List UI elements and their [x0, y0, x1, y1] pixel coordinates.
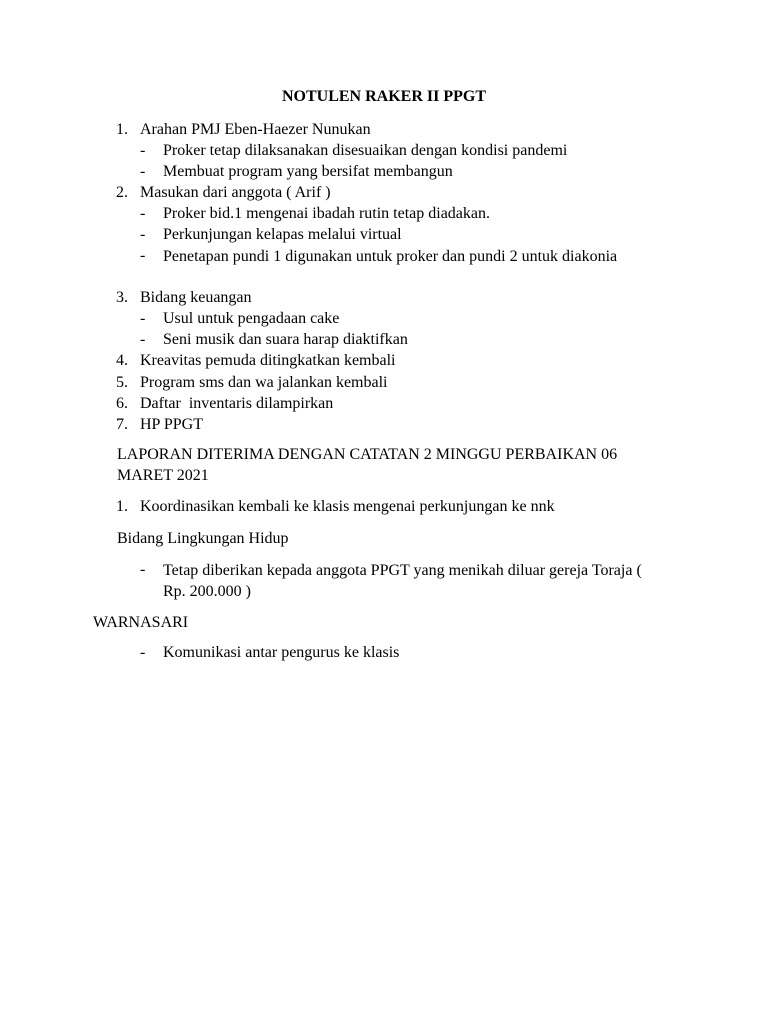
report-note: LAPORAN DITERIMA DENGAN CATATAN 2 MINGGU PERBAIKAN 06 MARET 2021: [117, 446, 618, 484]
followup-text: Koordinasikan kembali ke klasis mengenai perkunjungan ke nnk: [140, 498, 555, 515]
item-number: 5.: [116, 374, 128, 391]
subitem-text: Perkunjungan kelapas melalui virtual: [163, 226, 402, 243]
subitem-text: Membuat program yang bersifat membangun: [163, 163, 453, 180]
subitem-text: Seni musik dan suara harap diaktifkan: [163, 331, 408, 348]
item-text: Masukan dari anggota ( Arif ): [140, 184, 331, 201]
item-text: Daftar inventaris dilampirkan: [140, 395, 334, 412]
item-number: 4.: [116, 352, 128, 369]
bullet-dash: -: [140, 163, 146, 180]
item-number: 7.: [116, 416, 128, 433]
subitem-text: Proker bid.1 mengenai ibadah rutin tetap diadakan.: [163, 205, 491, 222]
item-number: 1.: [116, 121, 128, 138]
item-number: 6.: [116, 395, 128, 412]
item-text: Bidang keuangan: [140, 289, 252, 306]
bullet-dash: -: [140, 310, 146, 327]
subitem-text: Penetapan pundi 1 digunakan untuk proker dan pundi 2 untuk diakonia: [163, 248, 618, 265]
bullet-dash: -: [140, 561, 146, 578]
bullet-dash: -: [140, 226, 146, 243]
item-text: Kreavitas pemuda ditingkatkan kembali: [140, 352, 396, 369]
bullet-dash: -: [140, 142, 146, 159]
section-item-lingkungan: Tetap diberikan kepada anggota PPGT yang menikah diluar gereja Toraja ( Rp. 200.000 ): [163, 562, 642, 600]
item-text: HP PPGT: [140, 416, 203, 433]
item-text: Program sms dan wa jalankan kembali: [140, 374, 388, 391]
subitem-text: Proker tetap dilaksanakan disesuaikan dengan kondisi pandemi: [163, 142, 568, 159]
section-heading-lingkungan: Bidang Lingkungan Hidup: [117, 530, 289, 547]
bullet-dash: -: [140, 644, 146, 661]
item-text: Arahan PMJ Eben-Haezer Nunukan: [140, 121, 371, 138]
subitem-text: Usul untuk pengadaan cake: [163, 310, 340, 327]
bullet-dash: -: [140, 247, 146, 264]
section-item-warnasari: Komunikasi antar pengurus ke klasis: [163, 644, 400, 661]
bullet-dash: -: [140, 331, 146, 348]
item-number: 3.: [116, 289, 128, 306]
followup-number: 1.: [116, 498, 128, 515]
item-number: 2.: [116, 184, 128, 201]
document-title: NOTULEN RAKER II PPGT: [281, 88, 487, 105]
bullet-dash: -: [140, 205, 146, 222]
section-heading-warnasari: WARNASARI: [93, 614, 189, 631]
